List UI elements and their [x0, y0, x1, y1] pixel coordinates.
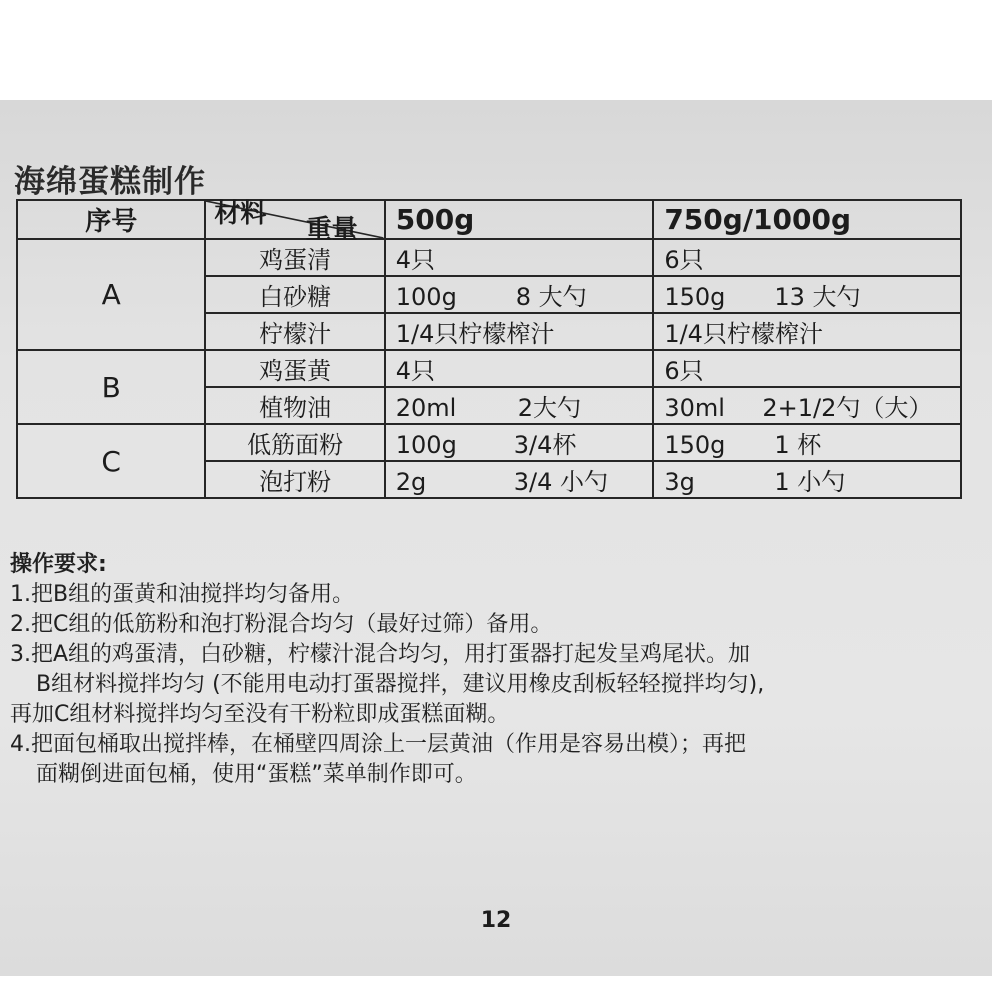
qty-500: 4只: [395, 246, 436, 274]
qty-500: 100g: [395, 431, 457, 459]
qty-500-extra: 2大勺: [517, 394, 582, 422]
instruction-step-continued: B组材料搅拌均匀 (不能用电动打蛋器搅拌，建议用橡皮刮板轻轻搅拌均匀),: [36, 672, 765, 697]
table-row: [17, 239, 961, 276]
section-title: 海绵蛋糕制作: [14, 164, 206, 200]
qty-500-extra: 3/4杯: [513, 431, 577, 459]
qty-750-extra: 2+1/2勺（大）: [762, 394, 933, 422]
qty-500: 4只: [395, 357, 436, 385]
group-label: C: [17, 424, 205, 498]
instruction-step-continued: 面糊倒进面包桶，使用“蛋糕”菜单制作即可。: [36, 762, 477, 787]
qty-500-cell: [385, 276, 654, 313]
qty-750: 6只: [664, 357, 704, 385]
qty-500: 2g: [395, 468, 427, 496]
instructions: [10, 550, 980, 790]
instruction-step: 1.把B组的蛋黄和油搅拌均匀备用。: [10, 582, 355, 607]
header-col-500: 500g: [385, 200, 654, 239]
qty-750: 150g: [664, 431, 726, 459]
instruction-step-continued: 再加C组材料搅拌均匀至没有干粉粒即成蛋糕面糊。: [10, 702, 510, 727]
material-cell: 柠檬汁: [205, 313, 384, 350]
qty-500-extra: 3/4 小勺: [513, 468, 609, 496]
material-cell: 鸡蛋黄: [205, 350, 384, 387]
header-material: 材料: [214, 199, 267, 229]
qty-500-cell: [385, 461, 654, 498]
material-cell: 植物油: [205, 387, 384, 424]
qty-750: 3g: [664, 468, 695, 496]
qty-750: 150g: [664, 283, 726, 311]
recipe-table: [16, 199, 962, 499]
instruction-step: 3.把A组的鸡蛋清，白砂糖，柠檬汁混合均匀，用打蛋器打起发呈鸡尾状。加: [10, 642, 751, 667]
qty-750-cell: [653, 424, 961, 461]
qty-750-cell: [653, 313, 961, 350]
material-cell: 低筋面粉: [205, 424, 384, 461]
qty-750: 30ml: [664, 394, 725, 422]
qty-500: 20ml: [395, 394, 457, 422]
qty-750-cell: [653, 239, 961, 276]
qty-750-cell: [653, 461, 961, 498]
qty-500-cell: [385, 313, 654, 350]
material-cell: 泡打粉: [205, 461, 384, 498]
qty-750-cell: [653, 276, 961, 313]
header-seq: 序号: [17, 200, 205, 239]
qty-500-extra: 8 大勺: [515, 283, 587, 311]
header-weight: 重量: [305, 215, 358, 245]
qty-750-extra: 1 小勺: [774, 468, 846, 496]
qty-750: 1/4只柠檬榨汁: [664, 320, 823, 348]
material-cell: 鸡蛋清: [205, 239, 384, 276]
qty-750: 6只: [664, 246, 704, 274]
material-cell: 白砂糖: [205, 276, 384, 313]
instruction-step: 2.把C组的低筋粉和泡打粉混合均匀（最好过筛）备用。: [10, 612, 553, 637]
table-row: [17, 350, 961, 387]
qty-500: 1/4只柠檬榨汁: [395, 320, 555, 348]
header-diagonal-cell: [205, 199, 384, 245]
instructions-heading: 操作要求:: [10, 552, 107, 577]
qty-750-extra: 1 杯: [774, 431, 822, 459]
page-number: 12: [480, 908, 512, 933]
qty-500-cell: [385, 424, 654, 461]
table-header-row: [17, 200, 961, 239]
qty-500-cell: [385, 387, 654, 424]
qty-500-cell: [385, 239, 654, 276]
table-row: [17, 424, 961, 461]
qty-750-cell: [653, 387, 961, 424]
group-label: A: [17, 239, 205, 350]
qty-750-extra: 13 大勺: [774, 283, 861, 311]
qty-500-cell: [385, 350, 654, 387]
header-col-750: 750g/1000g: [653, 200, 961, 239]
qty-500: 100g: [395, 283, 457, 311]
instruction-step: 4.把面包桶取出搅拌棒，在桶壁四周涂上一层黄油（作用是容易出模）；再把: [10, 732, 746, 757]
manual-page: [0, 100, 992, 976]
qty-750-cell: [653, 350, 961, 387]
group-label: B: [17, 350, 205, 424]
